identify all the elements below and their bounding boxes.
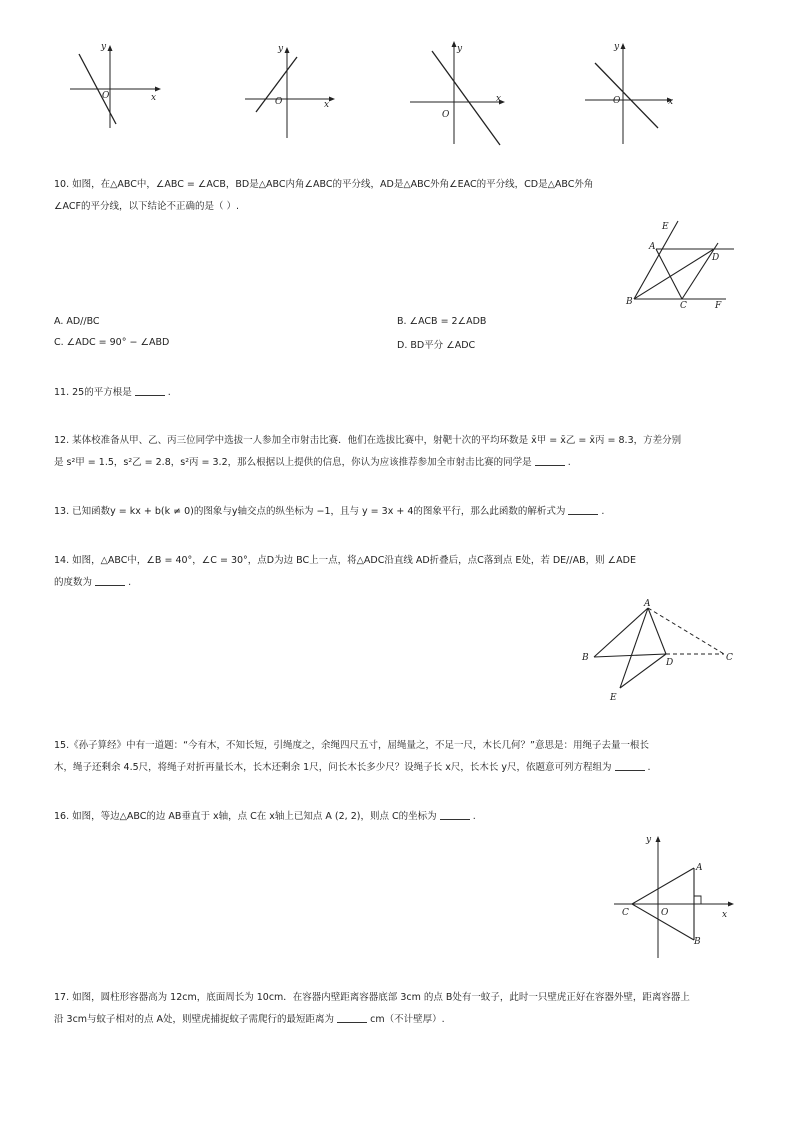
graph-c-origin-label: O (442, 110, 450, 120)
graph-a-origin-label: O (102, 91, 110, 101)
question-17 (54, 987, 744, 1031)
graph-d (580, 38, 680, 138)
q16-label-c: C (622, 908, 629, 918)
question-16-text: 16. 如图，等边△ABC的边 AB垂直于 x轴，点 C在 x轴上已知点 A (2, 2)，则点 C的坐标为 (54, 811, 437, 822)
question-14-figure (580, 596, 740, 706)
graph-a-y-label: y (101, 42, 107, 52)
question-10-line-2: ∠ACF的平分线，以下结论不正确的是（ ）. (54, 201, 239, 212)
question-17-line-2-end: cm（不计壁厚）. (370, 1014, 445, 1025)
q10-label-d: D (712, 253, 720, 263)
question-15 (54, 735, 744, 779)
graph-d-origin-label: O (613, 96, 621, 106)
graph-b-origin-label: O (275, 97, 283, 107)
question-16-end: . (472, 811, 476, 822)
graph-a (65, 40, 165, 130)
question-10 (54, 174, 744, 218)
question-17-line-2: 沿 3cm与蚊子相对的点 A处，则壁虎捕捉蚊子需爬行的最短距离为 (54, 1014, 335, 1025)
q10-label-b: B (626, 297, 633, 307)
question-13 (54, 501, 744, 523)
question-10-line-1: 10. 如图，在△ABC中，∠ABC = ∠ACB，BD是△ABC内角∠ABC的平分线，AD是△ABC外角∠EAC的平分线，CD是△ABC外角 (54, 179, 594, 190)
question-16-figure (610, 832, 740, 962)
question-12-line-1: 12. 某体校准备从甲、乙、丙三位同学中选拔一人参加全市射击比赛．他们在选拔比赛中，射靶十次的平均环数是 x̄甲 = x̄乙 = x̄丙 = 8.3，方差分别 (54, 435, 682, 446)
question-15-end: . (647, 762, 651, 773)
question-10-figure (622, 213, 742, 313)
q16-label-b: B (694, 937, 701, 947)
question-17-line-1: 17. 如图，圆柱形容器高为 12cm，底面周长为 10cm．在容器内壁距离容器底部 3cm 的点 B处有一蚊子，此时一只壁虎正好在容器外壁，距离容器上 (54, 992, 690, 1003)
graph-b-x-label: x (324, 100, 330, 110)
question-14 (54, 550, 744, 594)
question-12-end: . (567, 457, 571, 468)
graph-b (240, 40, 340, 140)
question-11-answer-blank[interactable] (135, 385, 165, 396)
q10-label-a: A (649, 242, 656, 252)
question-16-answer-blank[interactable] (440, 809, 470, 820)
question-11-text: 11. 25的平方根是 (54, 387, 132, 398)
q14-label-a: A (644, 599, 651, 609)
question-12-line-2: 是 s²甲 = 1.5，s²乙 = 2.8，s²丙 = 3.2，那么根据以上提供的信息，你认为应该推荐参加全市射击比赛的同学是 (54, 457, 532, 468)
graph-b-y-label: y (278, 44, 284, 54)
question-11-end: . (167, 387, 171, 398)
question-16 (54, 806, 744, 828)
q14-label-b: B (582, 653, 589, 663)
question-13-text: 13. 已知函数y = kx + b(k ≠ 0)的图象与y轴交点的纵坐标为 −1，且与 y = 3x + 4的图象平行，那么此函数的解析式为 (54, 506, 566, 517)
question-12 (54, 430, 744, 474)
question-10-option-b[interactable]: B. ∠ACB = 2∠ADB (397, 316, 487, 327)
graph-d-y-label: y (614, 42, 620, 52)
question-12-answer-blank[interactable] (535, 455, 565, 466)
q14-label-d: D (666, 658, 674, 668)
question-14-line-1: 14. 如图，△ABC中，∠B = 40°，∠C = 30°，点D为边 BC上一点，将△ADC沿直线 AD折叠后，点C落到点 E处，若 DE//AB，则 ∠ADE (54, 555, 636, 566)
question-10-option-a[interactable]: A. AD//BC (54, 316, 100, 327)
question-14-answer-blank[interactable] (95, 575, 125, 586)
question-17-answer-blank[interactable] (337, 1012, 367, 1023)
graph-a-x-label: x (151, 93, 157, 103)
q10-label-c: C (680, 301, 687, 311)
question-10-option-d[interactable]: D. BD平分 ∠ADC (397, 340, 476, 351)
graph-d-x-label: x (668, 97, 674, 107)
q10-label-e: E (662, 222, 669, 232)
q16-label-o: O (661, 908, 669, 918)
q14-label-c: C (726, 653, 733, 663)
q16-label-y: y (646, 835, 652, 845)
question-10-option-c[interactable]: C. ∠ADC = 90° − ∠ABD (54, 337, 170, 348)
question-11 (54, 382, 744, 404)
q16-label-a: A (696, 863, 703, 873)
question-13-end: . (601, 506, 605, 517)
q16-label-x: x (722, 910, 728, 920)
q14-label-e: E (610, 693, 617, 703)
question-15-answer-blank[interactable] (615, 760, 645, 771)
graph-c-x-label: x (496, 94, 502, 104)
question-13-answer-blank[interactable] (568, 504, 598, 515)
graph-c-y-label: y (457, 44, 463, 54)
question-14-end: . (128, 577, 132, 588)
graph-c (405, 38, 515, 148)
question-15-line-2: 木，绳子还剩余 4.5尺，将绳子对折再量长木，长木还剩余 1尺，问长木长多少尺？设绳子长 x尺，长木长 y尺，依题意可列方程组为 (54, 762, 612, 773)
q10-label-f: F (715, 301, 722, 311)
question-14-line-2: 的度数为 (54, 577, 93, 588)
question-15-line-1: 15.《孙子算经》中有一道题：“今有木，不知长短，引绳度之，余绳四尺五寸，屈绳量之，不足一尺，木长几何？”意思是：用绳子去量一根长 (54, 740, 649, 751)
